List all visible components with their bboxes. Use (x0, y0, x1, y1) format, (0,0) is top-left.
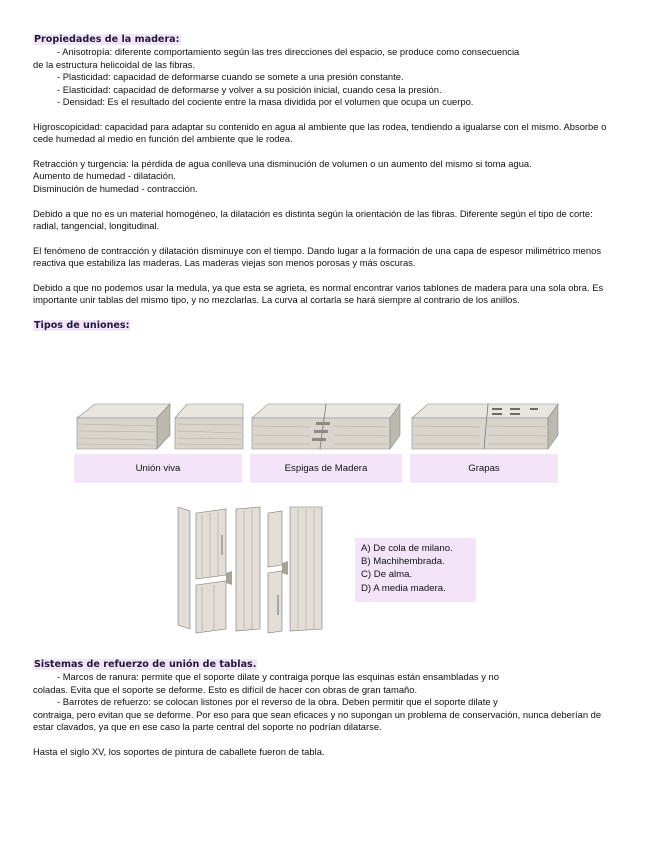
dowel-joint-illustration (250, 402, 402, 452)
elasticity-item: - Elasticidad: capacidad de deformarse y volver a su posición inicial, cuando cesa la presión. (57, 83, 442, 95)
section-properties (33, 33, 618, 333)
legend-item-b: B) Machihembrada. (361, 556, 445, 568)
density-item: - Densidad: Es el resultado del cociente entre la masa dividida por el volumen que ocupa un cuerpo. (57, 96, 474, 108)
reinforcement-heading: Sistemas de refuerzo de unión de tablas. (34, 659, 257, 670)
legend-item-d: D) A media madera. (361, 582, 446, 594)
homogeneity-paragraph: Debido a que no es un material homogéneo, la dilatación es distinta según la orientación de las fibras. Diferente según el tipo de corte: radial, tangencial, longitudinal. (33, 207, 593, 232)
reinforcement-bars-item: - Barrotes de refuerzo: se colocan listones por el reverso de la obra. Deben permitir que el soporte dilate y (57, 696, 498, 708)
legend-item-c: C) De alma. (361, 569, 413, 581)
groove-frames-item: - Marcos de ranura: permite que el soporte dilate y contraiga porque las esquinas están ensambladas y no (57, 671, 499, 683)
joint-variants-legend (355, 538, 476, 602)
hygroscopicity-paragraph: Higroscopicidad: capacidad para adaptar su contenido en agua al ambiente que las rodea, tendiendo a igualarse con el mismo. Absorbe o cede humedad al medio en función del ambiente que le rodea. (33, 120, 607, 145)
live-joint-illustration (75, 402, 245, 452)
staple-joint-label: Grapas (410, 454, 558, 483)
joint-variants-illustration (172, 505, 332, 635)
humidity-increase-line: Aumento de humedad - dilatación. (33, 170, 176, 182)
anisotropy-continuation: de la estructura helicoidal de las fibras. (33, 58, 196, 70)
joint-types-figure (72, 402, 572, 486)
plasticity-item: - Plasticidad: capacidad de deformarse cuando se somete a una presión constante. (57, 71, 404, 83)
groove-frames-continuation: coladas. Evita que el soporte se deforme. Esto es difícil de hacer con obras de gran tamaño. (33, 683, 418, 695)
joints-heading: Tipos de uniones: (34, 320, 130, 332)
legend-item-a: A) De cola de milano. (361, 543, 453, 554)
anisotropy-item: - Anisotropía: diferente comportamiento según las tres direcciones del espacio, se produce como consecuencia (57, 46, 520, 58)
retraction-paragraph: Retracción y turgencia: la pérdida de agua conlleva una disminución de volumen o un aumento del mismo si toma agua. (33, 158, 532, 170)
staple-joint-illustration (410, 402, 560, 452)
phenomenon-paragraph: El fenómeno de contracción y dilatación disminuye con el tiempo. Dando lugar a la formación de una capa de espesor milimétrico menos reactiva que estabiliza las maderas. Las maderas viejas son menos porosas y más oscuras. (33, 244, 602, 269)
properties-heading: Propiedades de la madera: (34, 34, 180, 45)
section-reinforcement (33, 658, 618, 758)
reinforcement-bars-continuation: contraiga, pero evitan que se deforme. Por eso para que sean eficaces y no supongan un problema de conservación, nunca deberían de estar clavados, ya que en ese caso la parte central del soporte no podrían dilatarse. (33, 708, 602, 733)
humidity-decrease-line: Disminución de humedad - contracción. (33, 182, 198, 194)
live-joint-label: Unión viva (74, 454, 242, 483)
dowel-joint-label: Espigas de Madera (250, 454, 402, 483)
closing-sentence: Hasta el siglo XV, los soportes de pintura de caballete fueron de tabla. (33, 745, 325, 757)
medulla-paragraph: Debido a que no podemos usar la medula, ya que esta se agrieta, es normal encontrar varios tablones de madera para una sola obra. Es importante unir tablas del mismo tipo, y no mezclarlas. La curva al cortarla se hará siempre al contrario de los anillos. (33, 282, 604, 306)
